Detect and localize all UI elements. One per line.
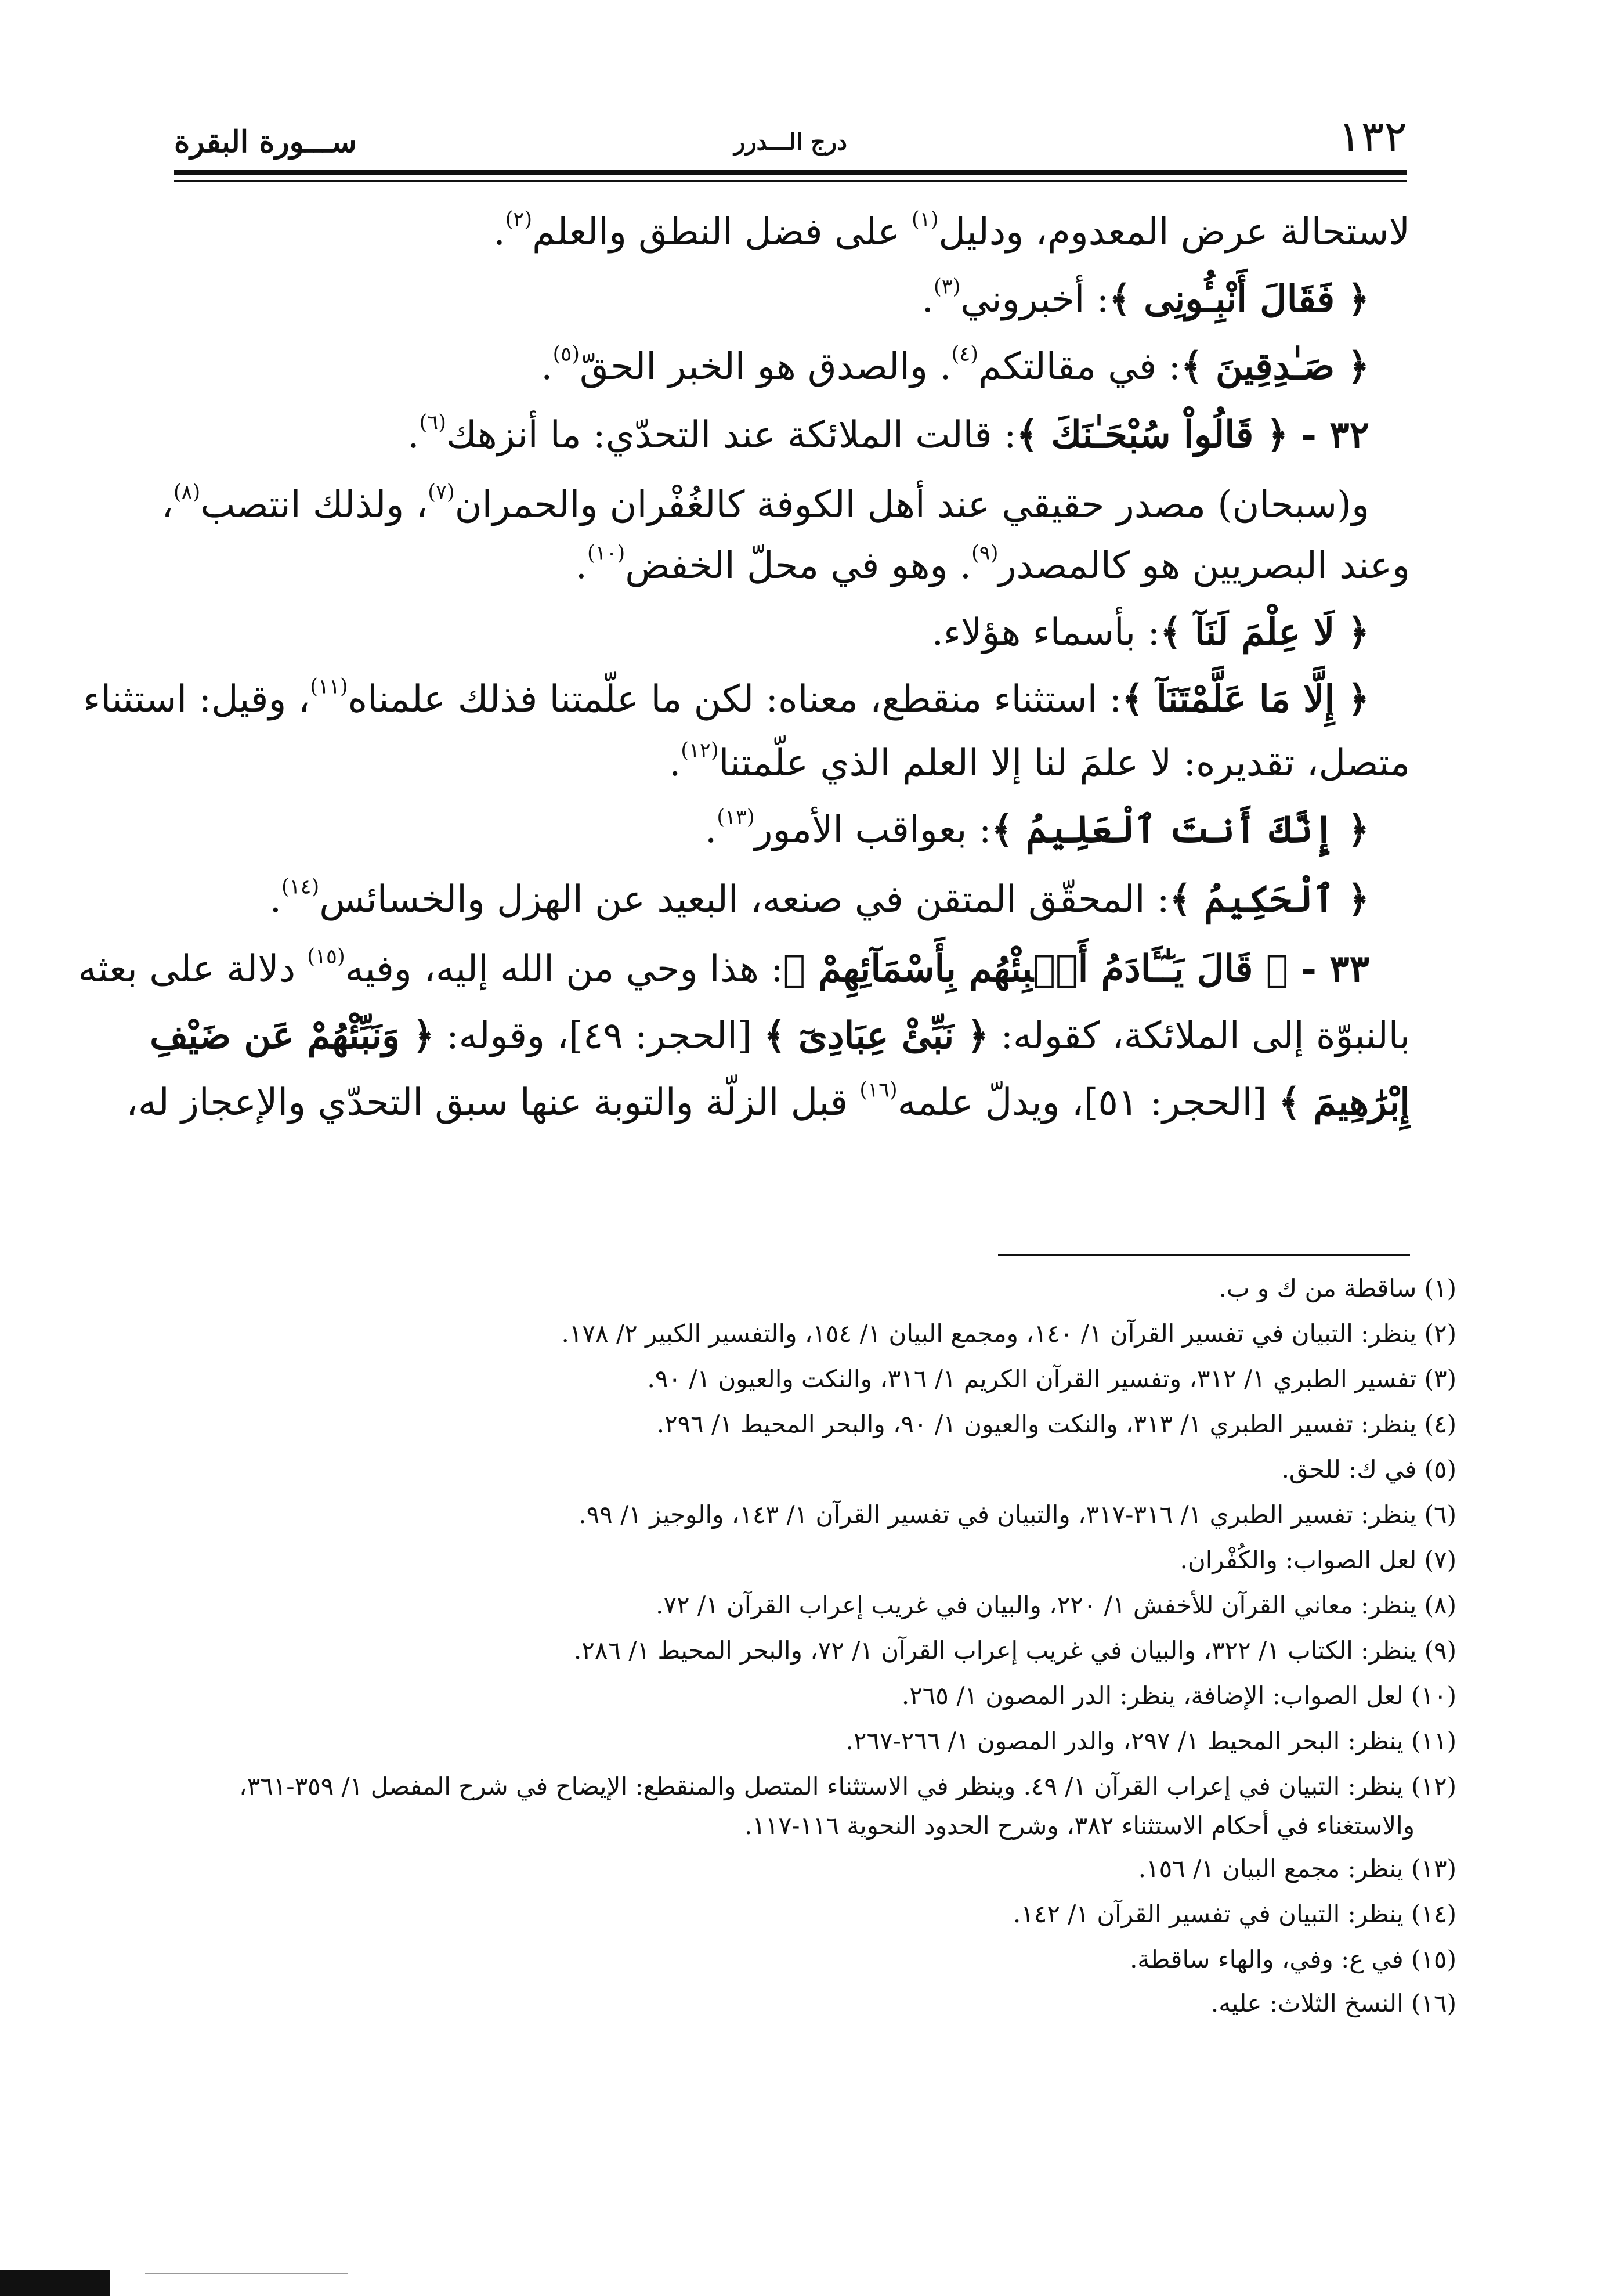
text: [الحجر: ٥١]، ويدلّ علمه: [897, 1081, 1279, 1124]
surah-name: ســـورة البقرة: [174, 124, 357, 160]
text: .: [407, 414, 420, 457]
footnote-ref: (١٣): [717, 805, 755, 829]
footnote-ref: (١٢): [681, 738, 719, 763]
scan-edge-mark: [0, 2270, 110, 2296]
header-rule-thick: [174, 170, 1407, 175]
footnote-ref: (٦): [419, 410, 446, 435]
scan-edge-line: [145, 2273, 348, 2274]
footnote-ref: (٨): [173, 480, 201, 504]
book-title: درج الـــدرر: [734, 128, 847, 156]
footnote-ref: (٩): [971, 541, 999, 565]
footnote-9: (٩) ينظر: الكتاب ١/ ٣٢٢، والبيان في غريب إعراب القرآن ١/ ٧٢، والبحر المحيط ١/ ٢٨٦.: [573, 1636, 1456, 1665]
quran-verse: ﴿ قَالَ يَـٰٓـَٔادَمُ أَنۢبِئْهُم بِأَسْمَآئِهِمْ ﴾: [783, 947, 1289, 991]
footnote-13: (١٣) ينظر: مجمع البيان ١/ ١٥٦.: [1138, 1854, 1456, 1883]
footnote-ref: (١١): [310, 674, 348, 699]
footnote-16: (١٦) النسخ الثلاث: عليه.: [1210, 1989, 1456, 2017]
running-header: [174, 113, 1407, 194]
footnote-6: (٦) ينظر: تفسير الطبري ١/ ٣١٦-٣١٧، والتبيان في تفسير القرآن ١/ ١٤٣، والوجيز ١/ ٩٩.: [579, 1500, 1456, 1529]
footnote-ref: (٥): [552, 342, 580, 366]
text-line-3: [541, 337, 1369, 397]
footnote-7: (٧) لعل الصواب: والكُفْران.: [1180, 1546, 1456, 1574]
text: : هذا وحي من الله إليه، وفيه: [345, 948, 783, 991]
text-line-5: [161, 475, 1369, 535]
footnote-11: (١١) ينظر: البحر المحيط ١/ ٢٩٧، والدر المصون ١/ ٢٦٦-٢٦٧.: [845, 1727, 1456, 1755]
text: قبل الزلّة والتوبة عنها سبق التحدّي والإعجاز له،: [126, 1081, 860, 1124]
text: .: [575, 544, 587, 587]
text-line-13: [150, 1006, 1410, 1066]
page-number: ١٣٢: [1337, 111, 1407, 161]
text: .: [668, 742, 681, 785]
text-line-11: [270, 869, 1369, 930]
footnotes: [209, 1268, 1456, 2017]
quran-verse: ﴿ وَنَبِّئْهُمْ عَن ضَيْفِ: [150, 1014, 435, 1057]
quran-verse: ﴿ إِنَّكَ أَنتَ ٱلْعَلِيمُ ﴾: [991, 808, 1369, 851]
quran-verse: ﴿ إِلَّا مَا عَلَّمْتَنَآ ﴾: [1122, 677, 1369, 721]
quran-verse: ﴿ نَبِّئْ عِبَادِىٓ ﴾: [764, 1014, 989, 1057]
footnote-ref: (١٥): [307, 944, 345, 969]
footnote-ref: (١): [912, 207, 939, 232]
text-line-1: [493, 202, 1410, 262]
verse-number: ٣٣ -: [1288, 947, 1369, 991]
text-line-6: [576, 536, 1410, 596]
footnote-14: (١٤) ينظر: التبيان في تفسير القرآن ١/ ١٤٢.: [1013, 1900, 1456, 1928]
footnote-2: (٢) ينظر: التبيان في تفسير القرآن ١/ ١٤٠، ومجمع البيان ١/ ١٥٤، والتفسير الكبير ٢/ ١٧٨.: [561, 1319, 1456, 1348]
text: : قالت الملائكة عند التحدّي: ما أنزهك: [446, 414, 1017, 457]
verse-number: ٣٢ -: [1288, 413, 1369, 457]
text-line-12: [78, 939, 1369, 999]
text: : المحقّق المتقن في صنعه، البعيد عن الهزل والخسائس: [319, 878, 1170, 921]
text: : في مقالتكم: [978, 345, 1181, 388]
main-text: [78, 202, 1410, 1212]
text-line-2: [922, 269, 1369, 330]
footnote-separator: [998, 1254, 1410, 1256]
text: .: [493, 211, 505, 254]
quran-verse: إِبْرَٰهِيمَ ﴾: [1278, 1081, 1410, 1124]
text: : أخبروني: [960, 278, 1109, 321]
footnote-4: (٤) ينظر: تفسير الطبري ١/ ٣١٣، والنكت والعيون ١/ ٩٠، والبحر المحيط ١/ ٢٩٦.: [656, 1410, 1456, 1438]
text: ، ولذلك انتصب: [200, 483, 428, 526]
text: .: [921, 278, 934, 321]
quran-verse: ﴿ صَـٰدِقِينَ ﴾: [1181, 345, 1369, 388]
quran-verse: ﴿ قَالُواْ سُبْحَـٰنَكَ ﴾: [1016, 413, 1289, 457]
footnote-5: (٥) في ك: للحق.: [1281, 1455, 1456, 1483]
text: .: [705, 808, 717, 851]
quran-verse: ﴿ ٱلْحَكِيمُ ﴾: [1169, 878, 1369, 921]
text: دلالة على بعثه: [78, 948, 308, 991]
text: .: [541, 345, 553, 388]
text-line-10: [705, 800, 1369, 860]
text: متصل، تقديره: لا علمَ لنا إلا العلم الذي علّمتنا: [718, 742, 1410, 785]
header-rule-thin: [174, 180, 1407, 182]
quran-verse: ﴿ لَا عِلْمَ لَنَآ ﴾: [1160, 611, 1369, 654]
text: بالنبوّة إلى الملائكة، كقوله:: [989, 1015, 1410, 1057]
text: [الحجر: ٤٩]، وقوله:: [434, 1015, 764, 1057]
footnote-ref: (٧): [428, 480, 455, 504]
footnote-ref: (١٤): [281, 875, 320, 899]
text: وعند البصريين هو كالمصدر: [998, 544, 1410, 587]
footnote-3: (٣) تفسير الطبري ١/ ٣١٢، وتفسير القرآن الكريم ١/ ٣١٦، والنكت والعيون ١/ ٩٠.: [647, 1364, 1456, 1393]
footnote-1: (١) ساقطة من ك و ب.: [1219, 1274, 1456, 1302]
text: ،: [161, 483, 173, 526]
text: : بأسماء هؤلاء.: [931, 611, 1160, 654]
text-line-4: [407, 405, 1369, 465]
footnote-12: (١٢) ينظر: التبيان في إعراب القرآن ١/ ٤٩. وينظر في الاستثناء المتصل والمنقطع: الإيضاح في شرح المفصل ١/ ٣٥٩-٣٦١،: [239, 1772, 1456, 1800]
text-line-14: [126, 1073, 1410, 1133]
footnote-8: (٨) ينظر: معاني القرآن للأخفش ١/ ٢٢٠، والبيان في غريب إعراب القرآن ١/ ٧٢.: [656, 1591, 1456, 1619]
footnote-10: (١٠) لعل الصواب: الإضافة، ينظر: الدر المصون ١/ ٢٦٥.: [901, 1681, 1456, 1710]
text: : بعواقب الأمور: [754, 808, 992, 851]
footnote-ref: (٤): [951, 342, 979, 366]
footnote-ref: (١٠): [587, 541, 626, 565]
text-line-7: [932, 602, 1369, 663]
text: . والصدق هو الخبر الحقّ: [580, 345, 952, 388]
text: و(سبحان) مصدر حقيقي عند أهل الكوفة كالغُفْران والحمران: [454, 483, 1369, 526]
footnote-12-continuation: والاستغناء في أحكام الاستثناء ٣٨٢، وشرح الحدود النحوية ١١٦-١١٧.: [744, 1811, 1415, 1840]
text-line-8: [83, 669, 1369, 730]
footnote-15: (١٥) في ع: وفي، والهاء ساقطة.: [1130, 1945, 1456, 1973]
footnote-ref: (٣): [934, 275, 961, 299]
text: على فضل النطق والعلم: [532, 211, 912, 254]
text: . وهو في محلّ الخفض: [625, 544, 972, 587]
text: .: [269, 878, 281, 921]
text-line-9: [669, 733, 1410, 793]
footnote-ref: (٢): [505, 207, 533, 232]
quran-verse: ﴿ فَقَالَ أَنْبِـُٔونِى ﴾: [1109, 277, 1369, 321]
footnote-ref: (١٦): [859, 1078, 898, 1102]
text: : استثناء منقطع، معناه: لكن ما علّمتنا فذلك علمناه: [348, 678, 1122, 721]
text: لاستحالة عرض المعدوم، ودليل: [938, 211, 1410, 254]
text: ، وقيل: استثناء: [83, 678, 310, 721]
